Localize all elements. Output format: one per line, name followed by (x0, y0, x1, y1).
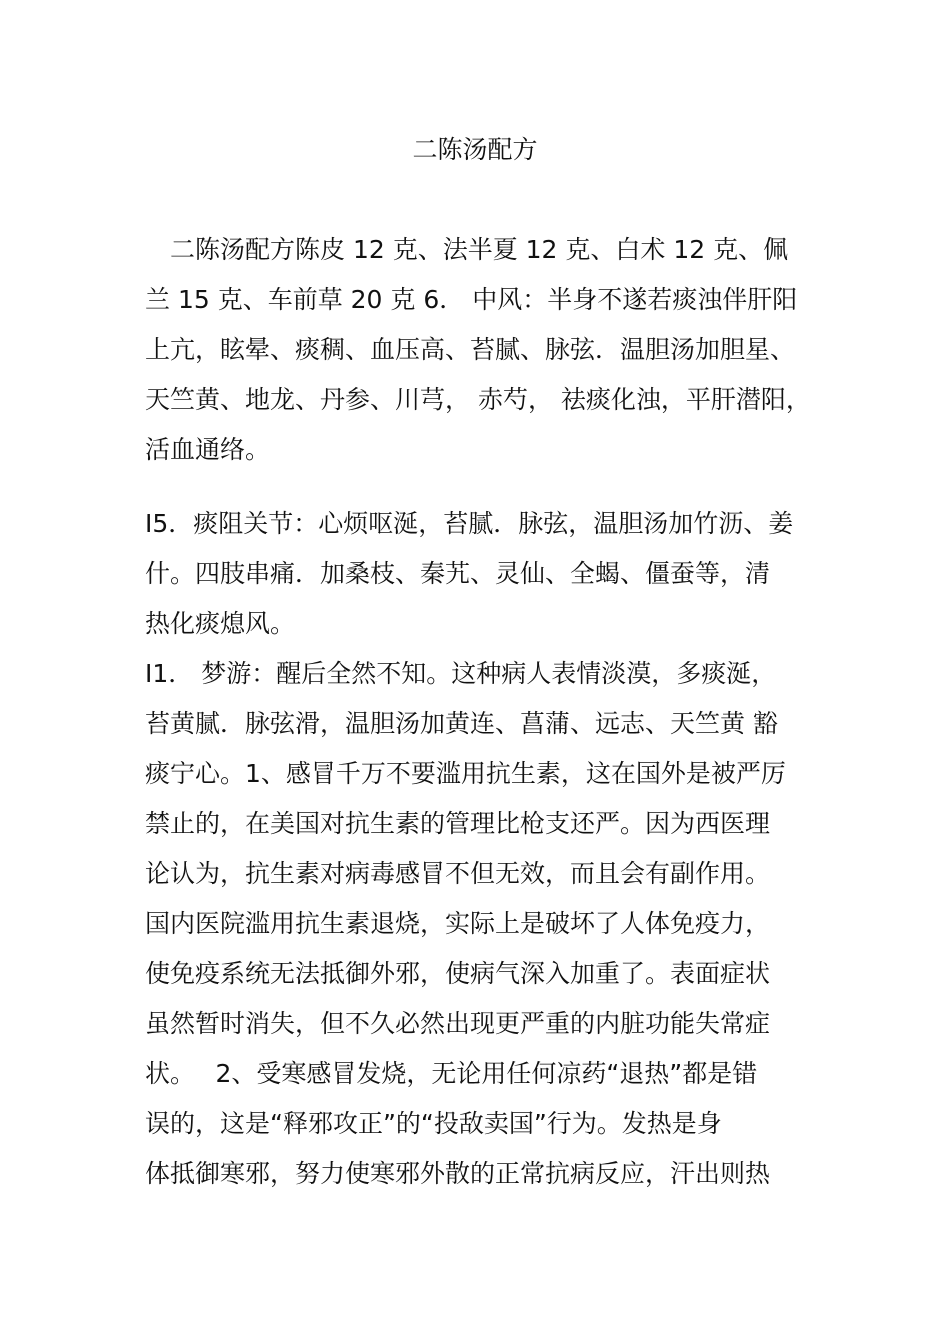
text-line: 论认为，抗生素对病毒感冒不但无效，而且会有副作用。 (145, 859, 771, 888)
text-line: 状。 2、受寒感冒发烧，无论用任何凉药“退热”都是错 (145, 1059, 758, 1088)
text-line: 误的，这是“释邪攻正”的“投敌卖国”行为。发热是身 (145, 1109, 722, 1138)
text-line: 上亢，眩晕、痰稠、血压高、苔腻、脉弦．温胆汤加胆星、 (145, 335, 796, 364)
text-line: 虽然暂时消失，但不久必然出现更严重的内脏功能失常症 (145, 1009, 771, 1038)
text-line: 活血通络。 (145, 435, 271, 464)
text-line: 兰 15 克、车前草 20 克 6． 中风：半身不遂若痰浊伴肝阳 (145, 285, 798, 314)
text-line: I1． 梦游：醒后全然不知。这种病人表情淡漠，多痰涎， (145, 659, 777, 688)
text-line: 二陈汤配方陈皮 12 克、法半夏 12 克、白术 12 克、佩 (145, 235, 789, 264)
text-line: 使免疫系统无法抵御外邪，使病气深入加重了。表面症状 (145, 959, 771, 988)
text-line: 天竺黄、地龙、丹参、川芎， 赤芍， 祛痰化浊，平肝潜阳， (145, 385, 811, 414)
text-line: 体抵御寒邪，努力使寒邪外散的正常抗病反应，汗出则热 (145, 1159, 771, 1188)
text-line: 国内医院滥用抗生素退烧，实际上是破坏了人体免疫力， (145, 909, 771, 938)
text-line: I5．痰阻关节：心烦呕涎，苔腻．脉弦，温胆汤加竹沥、姜 (145, 509, 794, 538)
text-line: 痰宁心。1、感冒千万不要滥用抗生素，这在国外是被严厉 (145, 759, 786, 788)
text-line: 禁止的，在美国对抗生素的管理比枪支还严。因为西医理 (145, 809, 771, 838)
text-line: 热化痰熄风。 (145, 609, 296, 638)
document-title: 二陈汤配方 (412, 135, 538, 164)
text-line: 什。四肢串痛．加桑枝、秦艽、灵仙、全蝎、僵蚕等，清 (145, 559, 771, 588)
text-line: 苔黄腻．脉弦滑，温胆汤加黄连、菖蒲、远志、天竺黄 豁 (145, 709, 778, 738)
